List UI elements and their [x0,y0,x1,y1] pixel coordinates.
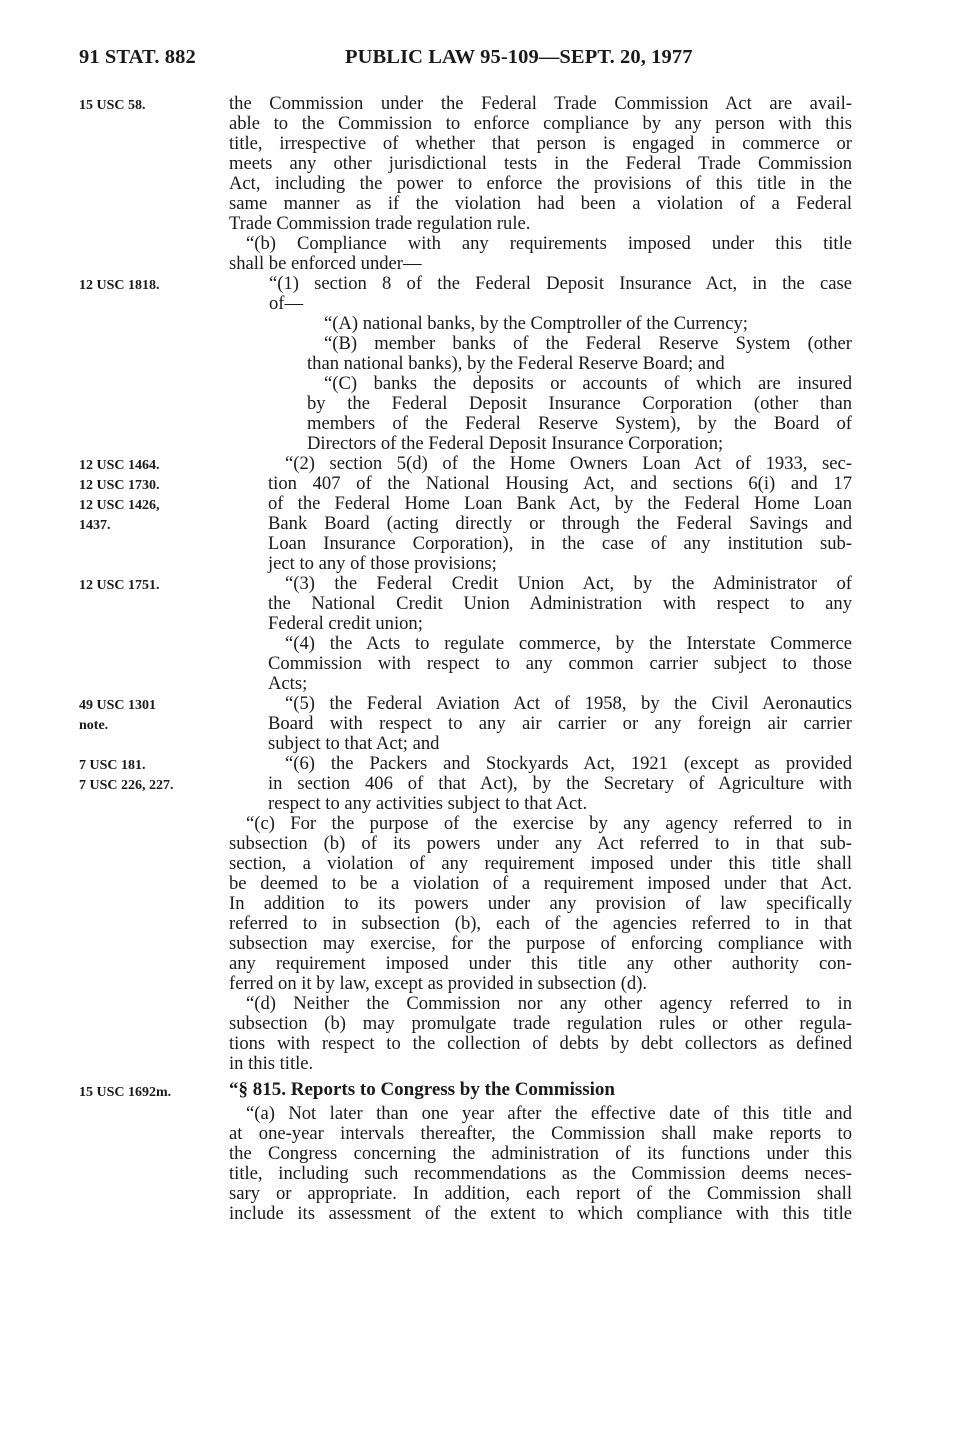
paragraph-b2-line: Loan Insurance Corporation), in the case of any institution sub- [268,533,852,554]
body-line: title, irrespective of whether that person is engaged in commerce or [229,133,852,154]
paragraph-c-line: “(c) For the purpose of the exercise by any agency referred to in [246,813,852,834]
section-815-a-line: the Congress concerning the administration of its functions under this [229,1143,852,1164]
paragraph-c-line: In addition to its powers under any provision of law specifically [229,893,852,914]
paragraph-c-line: any requirement imposed under this title any other authority con- [229,953,852,974]
margin-citation: 7 USC 181. [79,758,146,773]
body-line: Trade Commission trade regulation rule. [229,213,531,234]
body-line: the Commission under the Federal Trade Commission Act are avail- [229,93,852,114]
paragraph-d-line: “(d) Neither the Commission nor any other agency referred to in [246,993,852,1014]
paragraph-c-line: section, a violation of any requirement imposed under this title shall [229,853,852,874]
running-header-title: PUBLIC LAW 95-109—SEPT. 20, 1977 [345,46,693,68]
paragraph-b5-line: subject to that Act; and [268,733,440,754]
paragraph-d-line: subsection (b) may promulgate trade regulation rules or other regula- [229,1013,852,1034]
paragraph-c-line: referred to in subsection (b), each of the agencies referred to in that [229,913,852,934]
margin-citation: note. [79,718,109,733]
paragraph-b3-line: Federal credit union; [268,613,423,634]
subparagraph-c-line: “(C) banks the deposits or accounts of which are insured [324,373,852,394]
paragraph-b2-line: of the Federal Home Loan Bank Act, by the Federal Home Loan [268,493,852,514]
paragraph-b4-line: Commission with respect to any common carrier subject to those [268,653,852,674]
paragraph-b5-line: “(5) the Federal Aviation Act of 1958, by the Civil Aeronautics [285,693,852,714]
paragraph-b2-line: Bank Board (acting directly or through the Federal Savings and [268,513,852,534]
body-line: Act, including the power to enforce the provisions of this title in the [229,173,852,194]
margin-citation: 12 USC 1818. [79,278,160,293]
margin-citation: 12 USC 1730. [79,478,160,493]
subparagraph-c-line: Directors of the Federal Deposit Insurance Corporation; [307,433,724,454]
paragraph-b4-line: “(4) the Acts to regulate commerce, by the Interstate Commerce [285,633,852,654]
paragraph-b1-line: “(1) section 8 of the Federal Deposit Insurance Act, in the case [269,273,852,294]
margin-citation: 12 USC 1426, [79,498,160,513]
subparagraph-c-line: by the Federal Deposit Insurance Corporation (other than [307,393,852,414]
paragraph-b6-line: “(6) the Packers and Stockyards Act, 1921 (except as provided [285,753,852,774]
margin-citation: 7 USC 226, 227. [79,778,174,793]
body-line: able to the Commission to enforce compliance by any person with this [229,113,852,134]
paragraph-b1-line: of— [269,293,304,314]
paragraph-b6-line: in section 406 of that Act), by the Secretary of Agriculture with [268,773,852,794]
section-815-a-line: sary or appropriate. In addition, each report of the Commission shall [229,1183,852,1204]
paragraph-b2-line: “(2) section 5(d) of the Home Owners Loan Act of 1933, sec- [285,453,852,474]
paragraph-c-line: ferred on it by law, except as provided in subsection (d). [229,973,648,994]
section-815-a-line: title, including such recommendations as the Commission deems neces- [229,1163,852,1184]
paragraph-b3-line: “(3) the Federal Credit Union Act, by the Administrator of [285,573,852,594]
paragraph-b3-line: the National Credit Union Administration with respect to any [268,593,852,614]
paragraph-c-line: subsection (b) of its powers under any Act referred to in that sub- [229,833,852,854]
paragraph-b-line: shall be enforced under— [229,253,422,274]
paragraph-b2-line: ject to any of those provisions; [268,553,497,574]
margin-citation: 12 USC 1751. [79,578,160,593]
subparagraph-c-line: members of the Federal Reserve System), by the Board of [307,413,852,434]
margin-citation: 15 USC 58. [79,98,146,113]
section-815-a-line: “(a) Not later than one year after the effective date of this title and [246,1103,852,1124]
paragraph-b2-line: tion 407 of the National Housing Act, and sections 6(i) and 17 [268,473,852,494]
paragraph-b6-line: respect to any activities subject to that Act. [268,793,588,814]
section-815-a-line: include its assessment of the extent to which compliance with this title [229,1203,852,1224]
subparagraph-b-line: “(B) member banks of the Federal Reserve System (other [324,333,852,354]
paragraph-c-line: be deemed to be a violation of a requirement imposed under that Act. [229,873,852,894]
section-815-heading: “§ 815. Reports to Congress by the Commission [229,1079,615,1100]
margin-citation: 49 USC 1301 [79,698,157,713]
section-815-a-line: at one-year intervals thereafter, the Commission shall make reports to [229,1123,852,1144]
paragraph-b4-line: Acts; [268,673,308,694]
margin-citation: 12 USC 1464. [79,458,160,473]
body-line: same manner as if the violation had been a violation of a Federal [229,193,852,214]
margin-citation: 1437. [79,518,111,533]
paragraph-d-line: tions with respect to the collection of debts by debt collectors as defined [229,1033,852,1054]
statute-page-number: 91 STAT. 882 [79,46,196,68]
body-line: meets any other jurisdictional tests in the Federal Trade Commission [229,153,852,174]
subparagraph-b-line: than national banks), by the Federal Reserve Board; and [307,353,725,374]
subparagraph-a-line: “(A) national banks, by the Comptroller of the Currency; [324,313,748,334]
paragraph-d-line: in this title. [229,1053,314,1074]
paragraph-c-line: subsection may exercise, for the purpose of enforcing compliance with [229,933,852,954]
margin-citation: 15 USC 1692m. [79,1085,172,1100]
paragraph-b5-line: Board with respect to any air carrier or any foreign air carrier [268,713,852,734]
paragraph-b-line: “(b) Compliance with any requirements imposed under this title [246,233,852,254]
